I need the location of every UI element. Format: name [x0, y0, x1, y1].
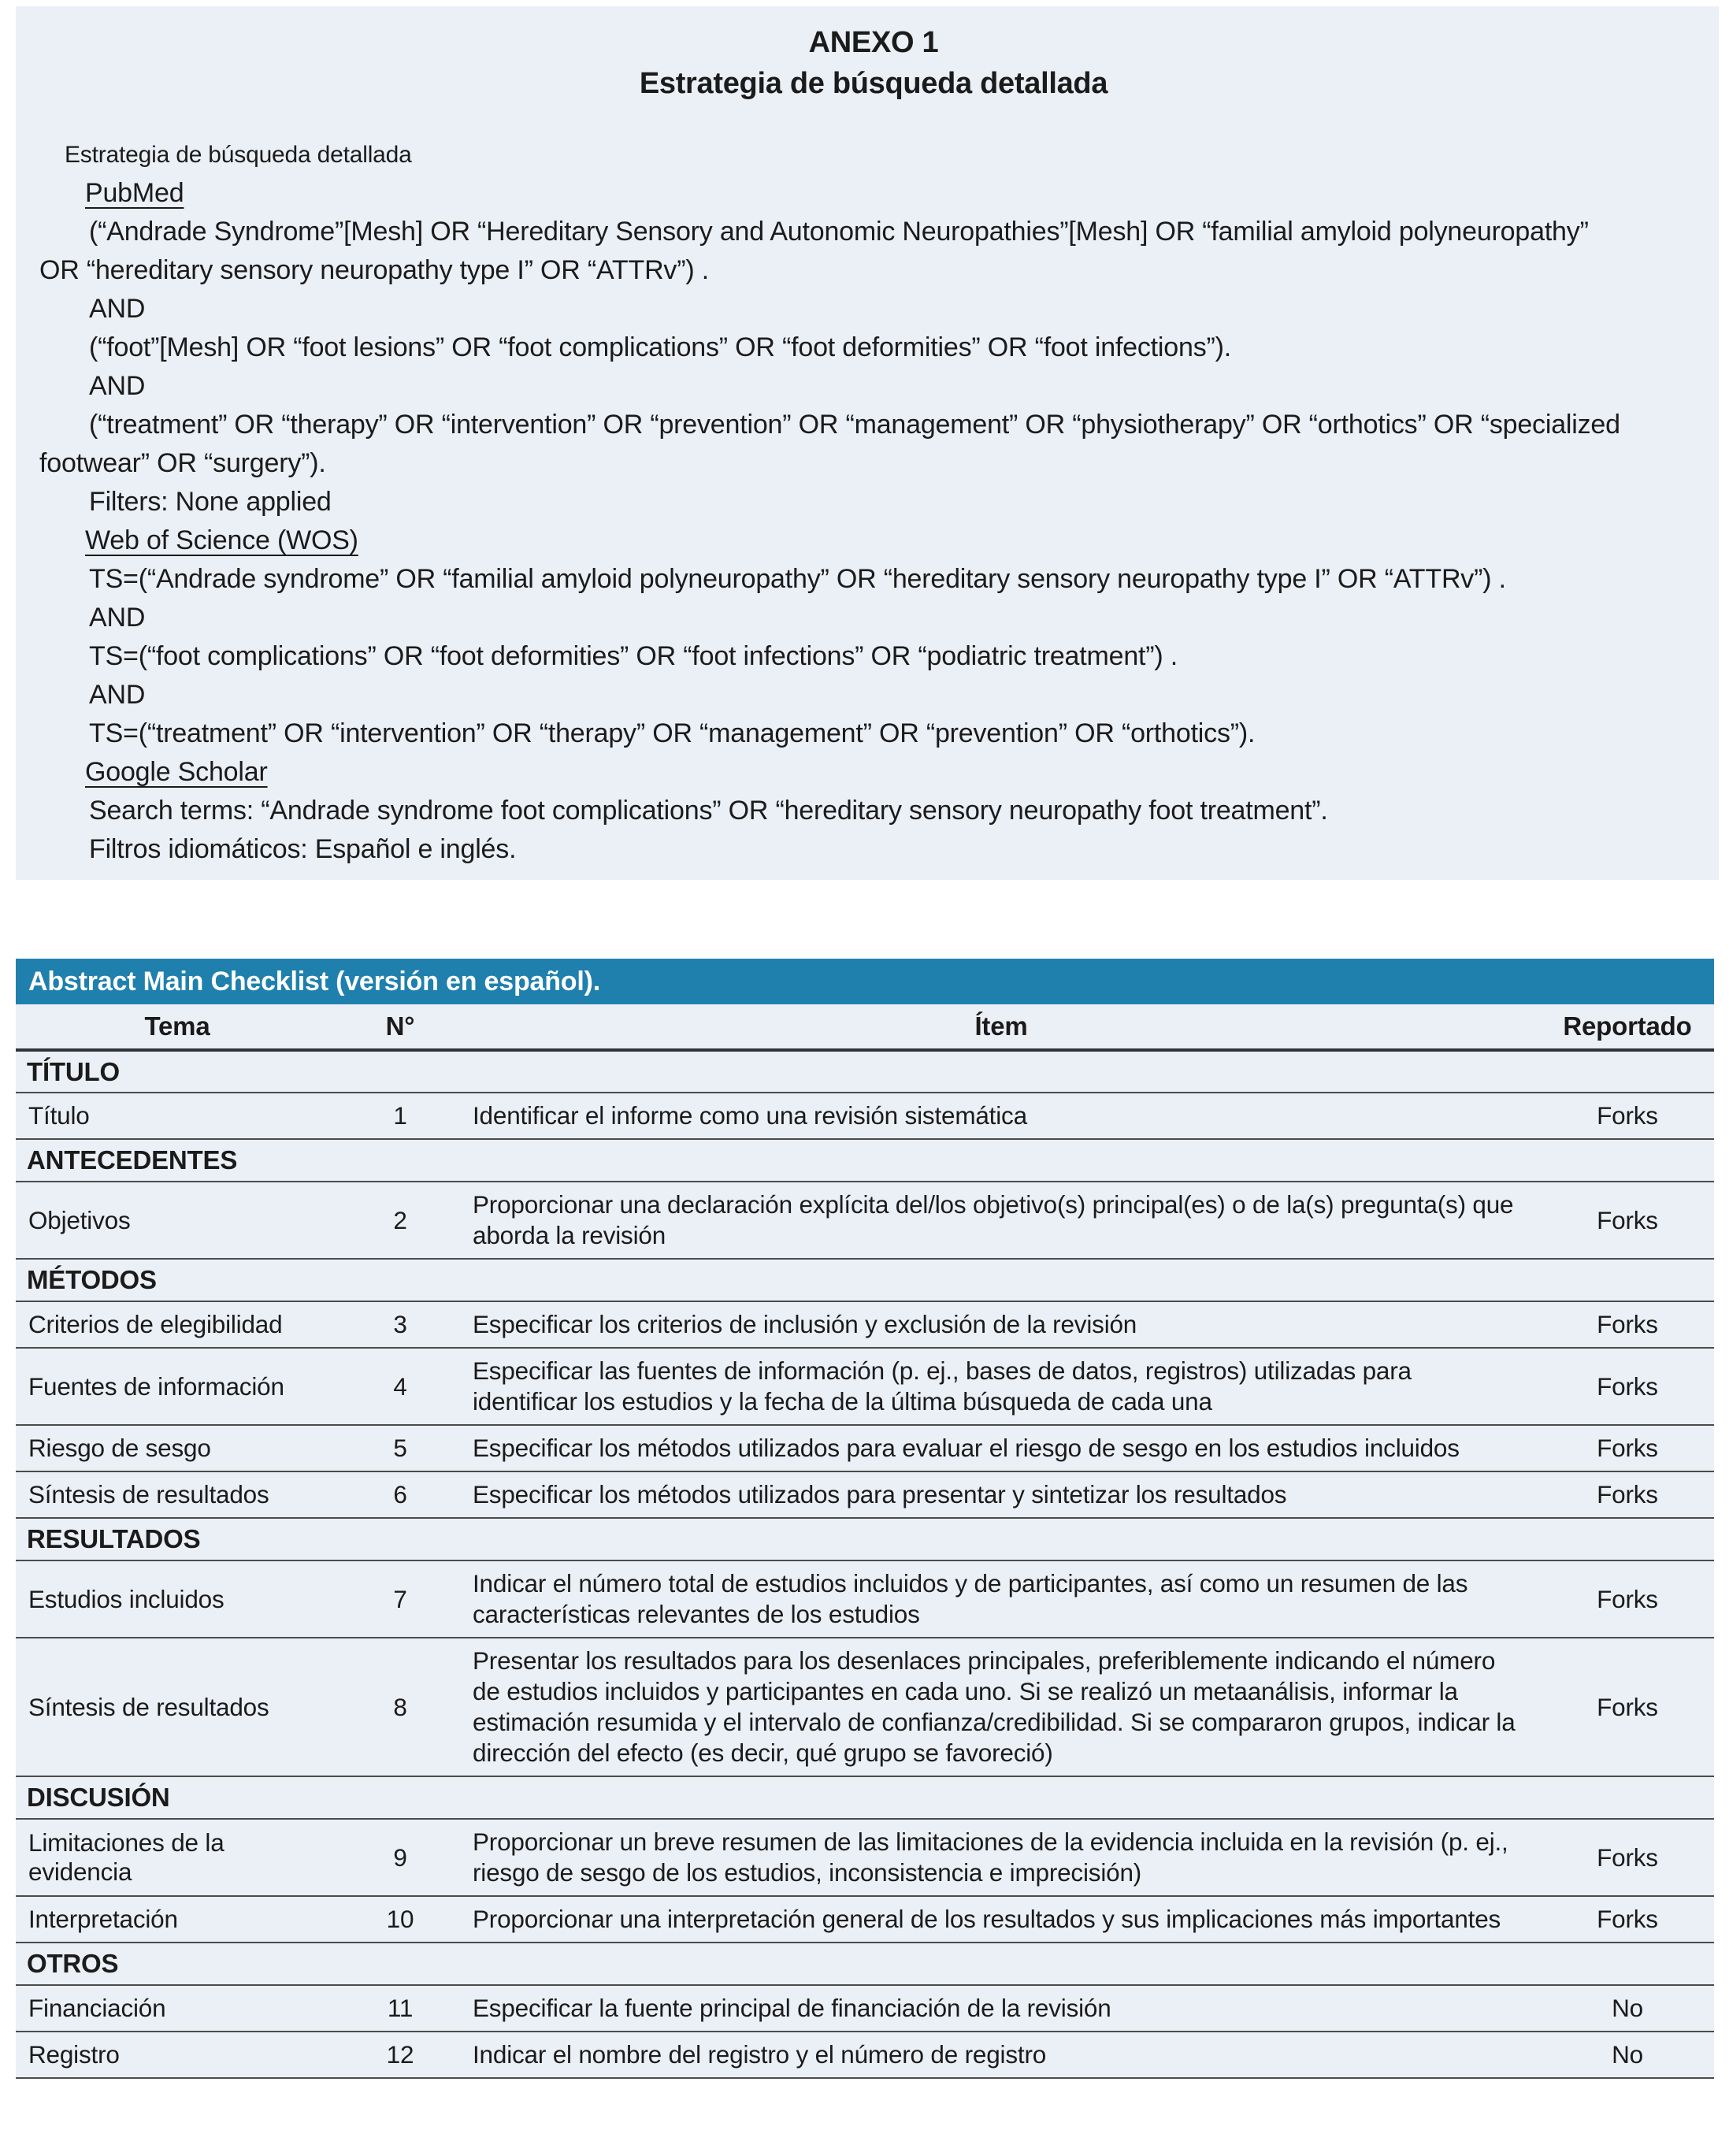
query-line: TS=(“Andrade syndrome” OR “familial amyloid polyneuropathy” OR “hereditary sensory neuropathy type I” OR “ATTRv”) . [89, 564, 1506, 594]
section-heading: RESULTADOS [16, 1518, 1714, 1560]
operator-line: AND [89, 294, 146, 324]
row-item-text: Especificar los métodos utilizados para presentar y sintetizar los resultados [462, 1471, 1541, 1518]
row-tema: Síntesis de resultados [16, 1471, 339, 1518]
section-heading: TÍTULO [16, 1050, 1714, 1093]
checklist-row [16, 1896, 1714, 1943]
row-number: 7 [339, 1560, 462, 1638]
database-heading: Google Scholar [85, 757, 268, 787]
section-heading: DISCUSIÓN [16, 1776, 1714, 1819]
row-item-text: Especificar la fuente principal de financiación de la revisión [462, 1985, 1541, 2032]
row-number: 1 [339, 1093, 462, 1139]
row-number: 5 [339, 1425, 462, 1471]
query-line: footwear” OR “surgery”). [39, 448, 326, 478]
database-heading: Web of Science (WOS) [85, 525, 358, 555]
row-reported-value: Forks [1541, 1301, 1714, 1348]
annex-title [39, 22, 1708, 104]
row-tema: Título [16, 1093, 339, 1139]
row-tema: Síntesis de resultados [16, 1638, 339, 1776]
row-reported-value: Forks [1541, 1348, 1714, 1425]
row-number: 11 [339, 1985, 462, 2032]
checklist-row [16, 1985, 1714, 2032]
query-line: Search terms: “Andrade syndrome foot complications” OR “hereditary sensory neuropathy foot treatment”. [89, 796, 1328, 826]
row-item-text: Proporcionar una declaración explícita del/los objetivo(s) principal(es) o de la(s) pregunta(s) que aborda la revisión [462, 1182, 1541, 1259]
query-line: TS=(“treatment” OR “intervention” OR “therapy” OR “management” OR “prevention” OR “orthotics”). [89, 718, 1256, 748]
checklist-row [16, 1348, 1714, 1425]
row-number: 2 [339, 1182, 462, 1259]
row-number: 6 [339, 1471, 462, 1518]
operator-line: AND [89, 371, 146, 401]
section-heading: ANTECEDENTES [16, 1139, 1714, 1182]
row-tema: Criterios de elegibilidad [16, 1301, 339, 1348]
row-item-text: Proporcionar una interpretación general de los resultados y sus implicaciones más importantes [462, 1896, 1541, 1943]
row-item-text: Especificar los criterios de inclusión y exclusión de la revisión [462, 1301, 1541, 1348]
row-number: 4 [339, 1348, 462, 1425]
row-item-text: Identificar el informe como una revisión sistemática [462, 1093, 1541, 1139]
filters-line: Filters: None applied [89, 487, 332, 517]
row-item-text: Proporcionar un breve resumen de las limitaciones de la evidencia incluida en la revisión (p. ej., riesgo de sesgo de los estudios, inconsistencia e imprecisión) [462, 1819, 1541, 1896]
query-line: (“foot”[Mesh] OR “foot lesions” OR “foot complications” OR “foot deformities” OR “foot infections”). [89, 332, 1231, 362]
checklist-section [16, 959, 1714, 2079]
row-item-text: Especificar las fuentes de información (p. ej., bases de datos, registros) utilizadas para identificar los estudios y la fecha de la última búsqueda de cada una [462, 1348, 1541, 1425]
query-line: OR “hereditary sensory neuropathy type I” OR “ATTRv”) . [39, 255, 709, 285]
checklist-title: Abstract Main Checklist (versión en español). [28, 966, 600, 996]
section-row [16, 1943, 1714, 1985]
search-lines [39, 135, 1708, 869]
checklist-row [16, 1425, 1714, 1471]
query-line: (“Andrade Syndrome”[Mesh] OR “Hereditary Sensory and Autonomic Neuropathies”[Mesh] OR “familial amyloid polyneuropathy” [89, 217, 1589, 247]
row-item-text: Especificar los métodos utilizados para evaluar el riesgo de sesgo en los estudios incluidos [462, 1425, 1541, 1471]
annex-title-line1: ANEXO 1 [808, 26, 939, 59]
row-tema: Estudios incluidos [16, 1560, 339, 1638]
row-tema: Interpretación [16, 1896, 339, 1943]
section-row [16, 1259, 1714, 1301]
row-reported-value: No [1541, 1985, 1714, 2032]
database-heading: PubMed [85, 178, 184, 208]
column-header-reportado: Reportado [1541, 1004, 1714, 1050]
row-reported-value: Forks [1541, 1425, 1714, 1471]
checklist-header-row [16, 1004, 1714, 1050]
row-reported-value: Forks [1541, 1093, 1714, 1139]
section-row [16, 1139, 1714, 1182]
checklist-row [16, 1819, 1714, 1896]
checklist-row [16, 1471, 1714, 1518]
search-strategy-block [16, 6, 1719, 880]
row-item-text: Indicar el nombre del registro y el número de registro [462, 2032, 1541, 2078]
section-heading: MÉTODOS [16, 1259, 1714, 1301]
checklist-row [16, 1093, 1714, 1139]
checklist-row [16, 1638, 1714, 1776]
checklist-row [16, 1301, 1714, 1348]
row-item-text: Presentar los resultados para los desenlaces principales, preferiblemente indicando el número de estudios incluidos y participantes en cada uno. Si se realizó un metaanálisis, informar la estimación resumida y el intervalo de confianza/credibilidad. Si se compararon grupos, indicar la dirección del efecto (es decir, qué grupo se favoreció) [462, 1638, 1541, 1776]
row-reported-value: No [1541, 2032, 1714, 2078]
checklist-table [16, 1004, 1714, 2079]
annex-title-line2: Estrategia de búsqueda detallada [639, 67, 1108, 100]
checklist-body [16, 1050, 1714, 2078]
row-tema: Fuentes de información [16, 1348, 339, 1425]
row-reported-value: Forks [1541, 1560, 1714, 1638]
column-header-num: N° [339, 1004, 462, 1050]
operator-line: AND [89, 603, 146, 633]
column-header-tema: Tema [16, 1004, 339, 1050]
row-reported-value: Forks [1541, 1182, 1714, 1259]
row-tema: Registro [16, 2032, 339, 2078]
section-heading: OTROS [16, 1943, 1714, 1985]
row-item-text: Indicar el número total de estudios incluidos y de participantes, así como un resumen de las características relevantes de los estudios [462, 1560, 1541, 1638]
checklist-row [16, 1560, 1714, 1638]
row-number: 8 [339, 1638, 462, 1776]
section-row [16, 1518, 1714, 1560]
checklist-row [16, 1182, 1714, 1259]
row-reported-value: Forks [1541, 1896, 1714, 1943]
row-reported-value: Forks [1541, 1638, 1714, 1776]
section-row [16, 1776, 1714, 1819]
row-tema: Riesgo de sesgo [16, 1425, 339, 1471]
section-row [16, 1050, 1714, 1093]
intro-caption: Estrategia de búsqueda detallada [65, 142, 412, 168]
query-line: TS=(“foot complications” OR “foot deformities” OR “foot infections” OR “podiatric treatment”) . [89, 641, 1178, 671]
row-tema: Limitaciones de la evidencia [16, 1819, 339, 1896]
row-tema: Financiación [16, 1985, 339, 2032]
row-number: 12 [339, 2032, 462, 2078]
row-number: 9 [339, 1819, 462, 1896]
checklist-title-bar [16, 959, 1714, 1004]
row-tema: Objetivos [16, 1182, 339, 1259]
checklist-row [16, 2032, 1714, 2078]
row-reported-value: Forks [1541, 1819, 1714, 1896]
filters-line: Filtros idiomáticos: Español e inglés. [89, 834, 517, 864]
row-number: 10 [339, 1896, 462, 1943]
column-header-item: Ítem [462, 1004, 1541, 1050]
query-line: (“treatment” OR “therapy” OR “intervention” OR “prevention” OR “management” OR “physiotherapy” OR “orthotics” OR “specialized [89, 410, 1620, 440]
operator-line: AND [89, 680, 146, 710]
row-number: 3 [339, 1301, 462, 1348]
row-reported-value: Forks [1541, 1471, 1714, 1518]
